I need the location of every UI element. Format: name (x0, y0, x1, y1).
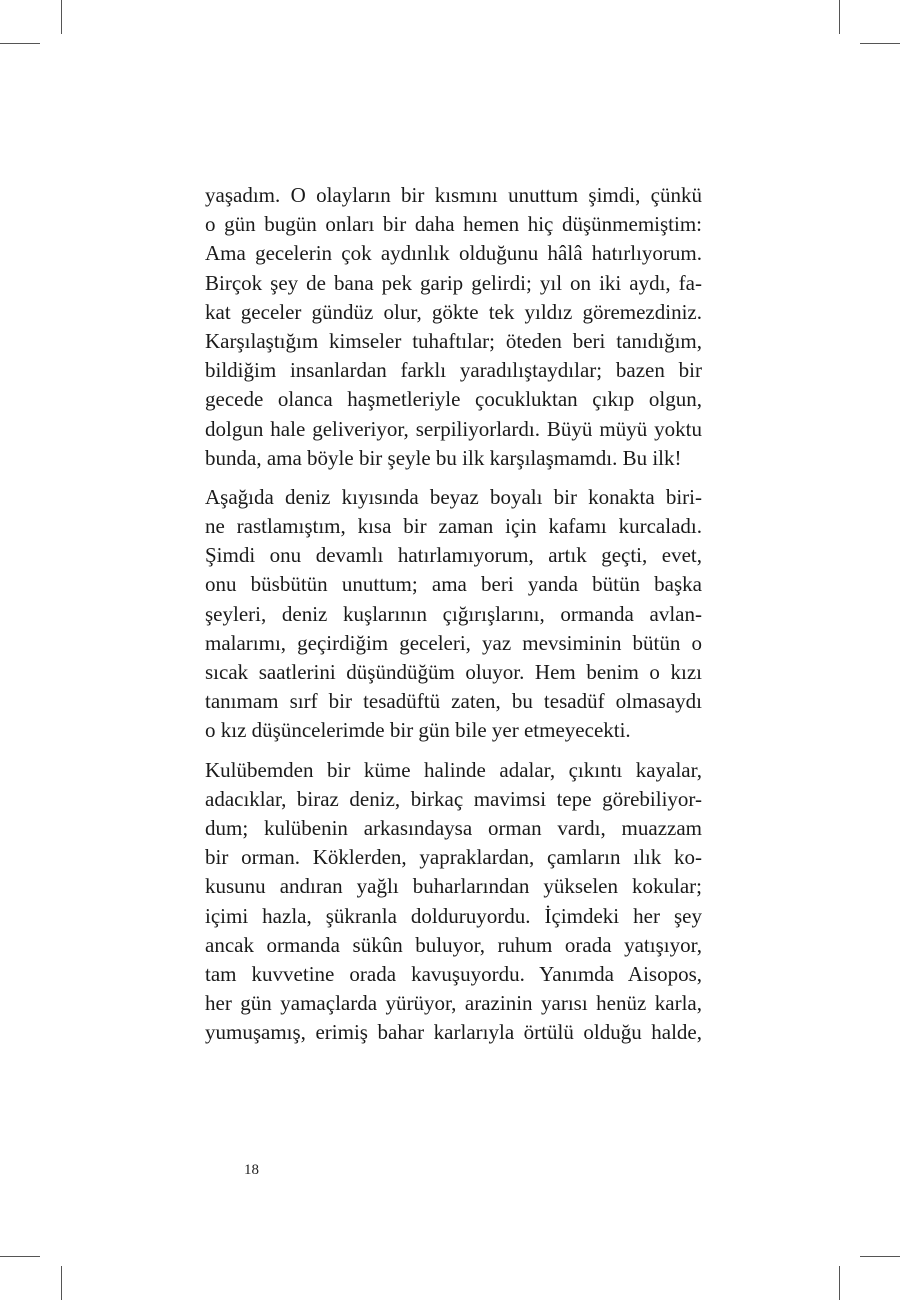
crop-mark-bottom-left-horizontal (0, 1256, 40, 1257)
text-line: Ama gecelerin çok aydınlık olduğunu hâlâ hatırlıyorum. (205, 241, 702, 266)
text-line: içimi hazla, şükranla dolduruyordu. İçimdeki her şey (205, 903, 702, 928)
paragraph-2 (205, 483, 702, 746)
text-line: ancak ormanda sükûn buluyor, ruhum orada yatışıyor, (205, 932, 702, 957)
paragraph-1 (205, 181, 702, 473)
text-line: dolgun hale geliveriyor, serpiliyorlardı. Büyü müyü yoktu (205, 416, 702, 441)
body-text (205, 181, 702, 1057)
text-line: bir orman. Köklerden, yapraklardan, çamların ılık ko- (205, 845, 702, 870)
text-line: onu büsbütün unuttum; ama beri yanda bütün başka (205, 572, 702, 597)
text-line: her gün yamaçlarda yürüyor, arazinin yarısı henüz karla, (205, 991, 702, 1016)
text-line: o gün bugün onları bir daha hemen hiç düşünmemiştim: (205, 212, 702, 237)
crop-mark-bottom-left-vertical (61, 1266, 62, 1300)
crop-mark-bottom-right-vertical (839, 1266, 840, 1300)
text-line: bunda, ama böyle bir şeyle bu ilk karşılaşmamdı. Bu ilk! (205, 445, 682, 470)
crop-mark-top-right-horizontal (860, 43, 900, 44)
text-line: tam kuvvetine orada kavuşuyordu. Yanımda Aisopos, (205, 961, 702, 986)
text-line: Aşağıda deniz kıyısında beyaz boyalı bir konakta biri- (205, 484, 702, 509)
text-line: o kız düşüncelerimde bir gün bile yer etmeyecekti. (205, 718, 631, 743)
text-line: dum; kulübenin arkasındaysa orman vardı, muazzam (205, 815, 702, 840)
crop-mark-top-left-horizontal (0, 43, 40, 44)
text-line: adacıklar, biraz deniz, birkaç mavimsi tepe görebiliyor- (205, 786, 702, 811)
text-line: şeyleri, deniz kuşlarının çığırışlarını, ormanda avlan- (205, 601, 702, 626)
page-number: 18 (244, 1162, 259, 1178)
text-line: kusunu andıran yağlı buharlarından yükselen kokular; (205, 874, 702, 899)
text-line: Karşılaştığım kimseler tuhaftılar; öteden beri tanıdığım, (205, 328, 702, 353)
crop-mark-bottom-right-horizontal (860, 1256, 900, 1257)
text-line: Birçok şey de bana pek garip gelirdi; yıl on iki aydı, fa- (205, 270, 702, 295)
crop-mark-top-left-vertical (61, 0, 62, 34)
text-line: ne rastlamıştım, kısa bir zaman için kafamı kurcaladı. (205, 514, 702, 539)
text-line: Kulübemden bir küme halinde adalar, çıkıntı kayalar, (205, 757, 702, 782)
text-line: bildiğim insanlardan farklı yaradılıştaydılar; bazen bir (205, 358, 702, 383)
text-line: tanımam sırf bir tesadüftü zaten, bu tesadüf olmasaydı (205, 689, 702, 714)
paragraph-3 (205, 756, 702, 1048)
text-line: kat geceler gündüz olur, gökte tek yıldız göremezdiniz. (205, 299, 702, 324)
crop-mark-top-right-vertical (839, 0, 840, 34)
text-line: Şimdi onu devamlı hatırlamıyorum, artık geçti, evet, (205, 543, 702, 568)
text-line: sıcak saatlerini düşündüğüm oluyor. Hem benim o kızı (205, 660, 702, 684)
text-line: yumuşamış, erimiş bahar karlarıyla örtülü olduğu halde, (205, 1020, 702, 1045)
text-line: gecede olanca haşmetleriyle çocukluktan çıkıp olgun, (205, 387, 702, 412)
text-line: yaşadım. O olayların bir kısmını unuttum şimdi, çünkü (205, 183, 702, 207)
text-line: malarımı, geçirdiğim geceleri, yaz mevsiminin bütün o (205, 630, 702, 655)
